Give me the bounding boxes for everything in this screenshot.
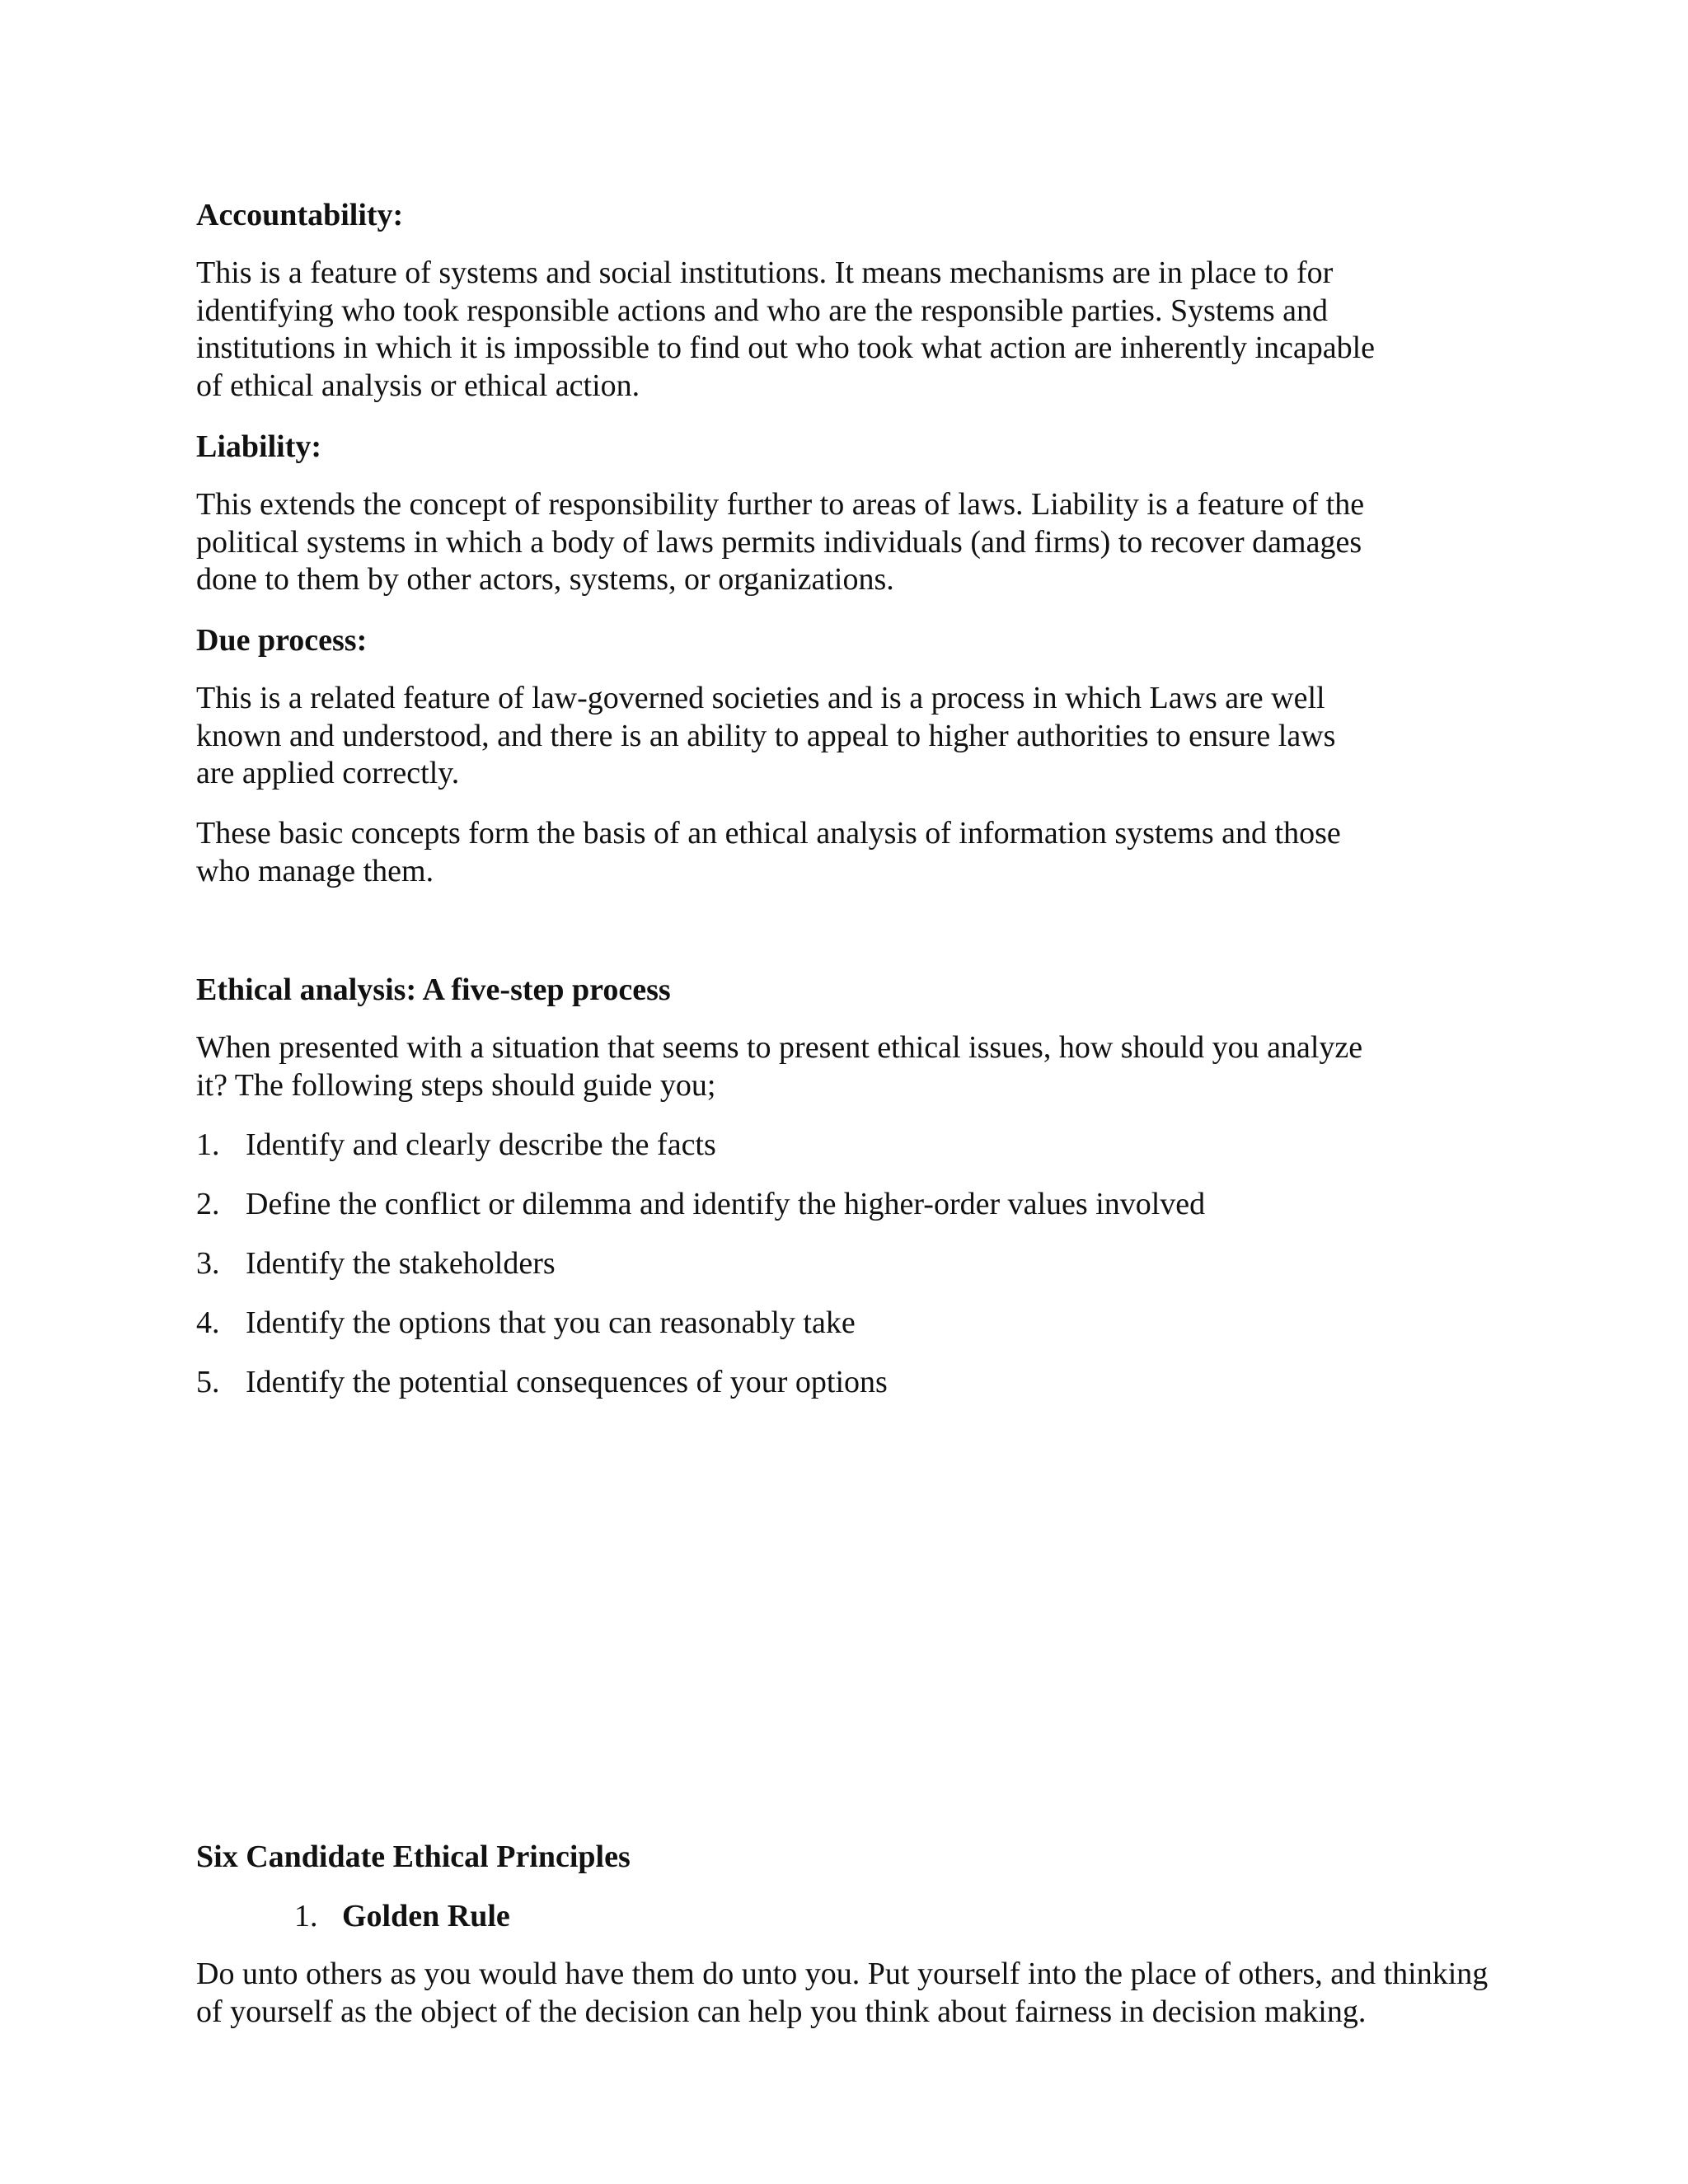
step-item [196,1363,888,1401]
accountability-body: This is a feature of systems and social institutions. It means mechanisms are in place to for identifying who took responsible actions and who are the responsible parties. Systems and institutions in which it is impossible to find out who took what action are inherently incapable of ethical analysis or ethical action. [196,255,1376,403]
step-number: 1. [196,1127,220,1162]
principle-number: 1. [294,1899,318,1933]
step-text: Identify and clearly describe the facts [246,1127,716,1162]
step-item [196,1185,1205,1223]
principle-title: Golden Rule [342,1899,510,1933]
step-item [196,1304,856,1342]
step-text: Identify the options that you can reasonably take [246,1305,856,1340]
step-number: 2. [196,1187,220,1221]
step-item [196,1126,716,1164]
liability-heading: Liability: [196,429,322,464]
basis-note: These basic concepts form the basis of an ethical analysis of information systems and those who manage them. [196,816,1341,888]
step-text: Define the conflict or dilemma and identify the higher-order values involved [246,1187,1206,1221]
accountability-heading: Accountability: [196,198,404,232]
step-number: 4. [196,1305,220,1340]
step-item [196,1244,556,1282]
ethical-analysis-intro: When presented with a situation that seems to present ethical issues, how should you analyze it? The following steps should guide you; [196,1030,1363,1103]
due-process-body: This is a related feature of law-governed societies and is a process in which Laws are well known and understood, and there is an ability to appeal to higher authorities to ensure laws are applied correctly. [196,681,1336,790]
liability-body: This extends the concept of responsibility further to areas of laws. Liability is a feature of the political systems in which a body of laws permits individuals (and firms) to recover damages done to them by other actors, systems, or organizations. [196,487,1365,597]
ethical-analysis-heading: Ethical analysis: A five-step process [196,972,671,1007]
step-text: Identify the stakeholders [246,1246,556,1281]
step-text: Identify the potential consequences of your options [246,1365,888,1399]
principles-heading: Six Candidate Ethical Principles [196,1840,631,1874]
step-number: 5. [196,1365,220,1399]
step-number: 3. [196,1246,220,1281]
due-process-heading: Due process: [196,623,368,658]
principle-item-golden-rule [294,1897,510,1935]
golden-rule-body: Do unto others as you would have them do unto you. Put yourself into the place of others, and thinking of yourself as the object of the decision can help you think about fairness in decision making. [196,1957,1489,2029]
